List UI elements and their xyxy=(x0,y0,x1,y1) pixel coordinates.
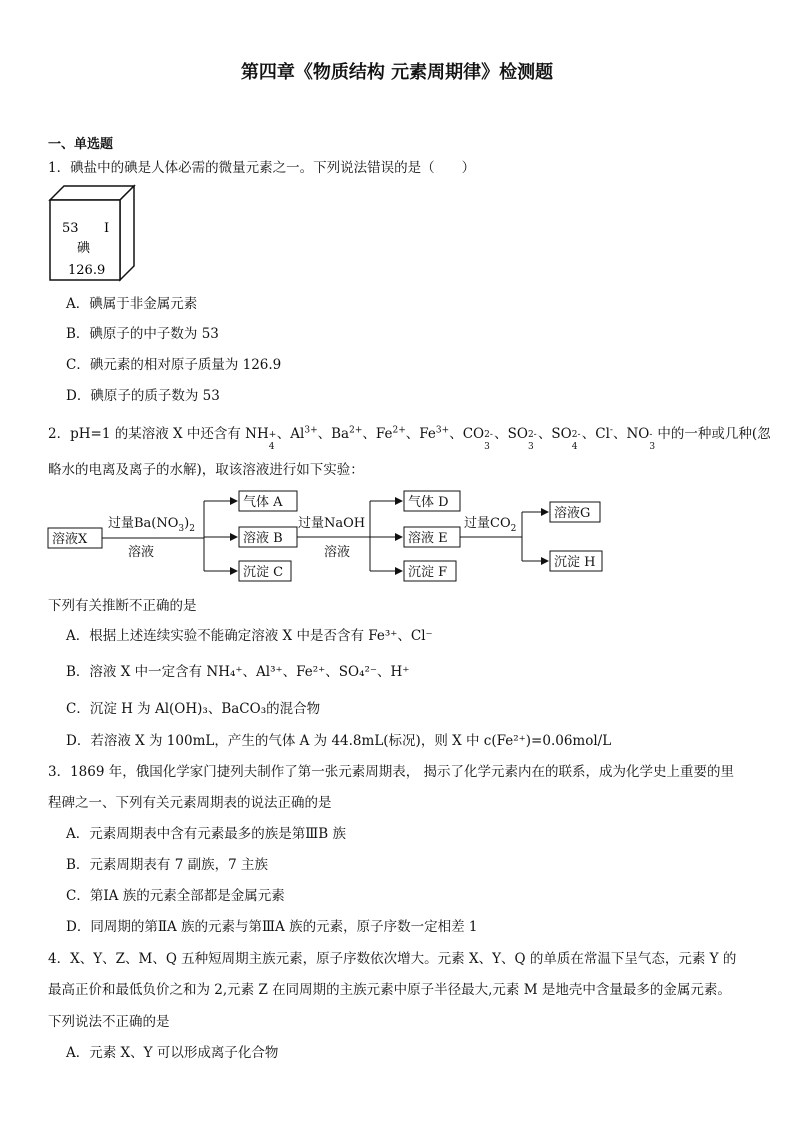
q1-option-c: C．碘元素的相对原子质量为 126.9 xyxy=(66,357,282,373)
reagent-2-label: 过量NaOH xyxy=(298,516,366,531)
element-symbol: I xyxy=(104,221,110,236)
reagent-2-solution: 溶液 xyxy=(324,545,351,560)
node-solution-e: 溶液 E xyxy=(408,531,448,546)
question-2-lead: 下列有关推断不正确的是 xyxy=(48,598,197,614)
q3-option-b: B．元素周期表有 7 副族，7 主族 xyxy=(66,857,268,873)
reagent-1-label: 过量$Ba(NO_3)_2$ xyxy=(108,516,195,534)
node-gas-d: 气体 D xyxy=(408,495,449,510)
q1-option-b: B．碘原子的中子数为 53 xyxy=(66,326,219,342)
question-4-stem-line1: 4．X、Y、Z、M、Q 五种短周期主族元素，原子序数依次增大。元素 X、Y、Q 的单质在常温下呈气态，元素 Y 的 xyxy=(48,951,737,967)
question-4-stem-line2: 最高正价和最低负价之和为 2,元素 Z 在同周期的主族元素中原子半径最大,元素 M 是地壳中含量最多的金属元素。 xyxy=(48,982,731,998)
element-mass: 126.9 xyxy=(68,263,106,278)
question-4-stem-line3: 下列说法不正确的是 xyxy=(48,1014,170,1030)
q4-option-a: A．元素 X、Y 可以形成离子化合物 xyxy=(66,1045,279,1061)
node-precipitate-c: 沉淀 C xyxy=(243,565,284,580)
q2-option-b: B．溶液 X 中一定含有 NH₄⁺、Al³⁺、Fe²⁺、SO₄²⁻、H⁺ xyxy=(66,664,410,680)
q1-option-d: D．碘原子的质子数为 53 xyxy=(66,388,220,404)
q3-option-d: D．同周期的第ⅡA 族的元素与第ⅢA 族的元素，原子序数一定相差 1 xyxy=(66,919,478,935)
question-3-stem-line1: 3．1869 年，俄国化学家门捷列夫制作了第一张元素周期表， 揭示了化学元素内在的联系，成为化学史上重要的里 xyxy=(48,764,735,780)
node-solution-g: 溶液G xyxy=(554,506,591,521)
q2-option-c: C．沉淀 H 为 Al(OH)₃、BaCO₃的混合物 xyxy=(66,701,321,717)
experiment-flowchart xyxy=(44,488,604,588)
section-heading: 一、单选题 xyxy=(48,137,114,152)
question-2-stem-line1: 2．pH=1 的某溶液 X 中还含有 NH + 4 、$Al^{3+}$、$Ba^{2+}$、$Fe^{2+}$、$Fe^{3+}$、CO 2- 3 、SO 2- 3 、SO 2- 4 、Cl-、NO - 3 中的一种或几种(忽 xyxy=(48,425,771,452)
node-gas-a: 气体 A xyxy=(243,495,283,510)
reagent-3-label: 过量$CO_2$ xyxy=(464,516,517,534)
element-number: 53 xyxy=(62,221,79,236)
node-precipitate-h: 沉淀 H xyxy=(554,555,596,570)
iodine-element-card xyxy=(48,184,138,284)
page-title: 第四章《物质结构 元素周期律》检测题 xyxy=(240,62,554,83)
node-precipitate-f: 沉淀 F xyxy=(408,565,448,580)
element-name: 碘 xyxy=(77,241,91,256)
node-solution-x: 溶液X xyxy=(52,532,88,547)
question-3-stem-line2: 程碑之一、下列有关元素周期表的说法正确的是 xyxy=(48,795,332,811)
q2-option-a: A．根据上述连续实验不能确定溶液 X 中是否含有 Fe³⁺、Cl⁻ xyxy=(66,628,433,644)
q3-option-a: A．元素周期表中含有元素最多的族是第ⅢB 族 xyxy=(66,826,346,842)
node-solution-b: 溶液 B xyxy=(243,531,283,546)
q3-option-c: C．第ⅠA 族的元素全部都是金属元素 xyxy=(66,888,285,904)
q1-option-a: A．碘属于非金属元素 xyxy=(66,296,198,312)
question-2-stem-line2: 略水的电离及离子的水解)，取该溶液进行如下实验： xyxy=(48,462,364,478)
question-1-stem: 1．碘盐中的碘是人体必需的微量元素之一。下列说法错误的是（ ） xyxy=(48,160,476,176)
q2-option-d: D．若溶液 X 为 100mL，产生的气体 A 为 44.8mL(标况)，则 X 中 c(Fe²⁺)=0.06mol/L xyxy=(66,733,612,749)
reagent-1-solution: 溶液 xyxy=(128,545,155,560)
